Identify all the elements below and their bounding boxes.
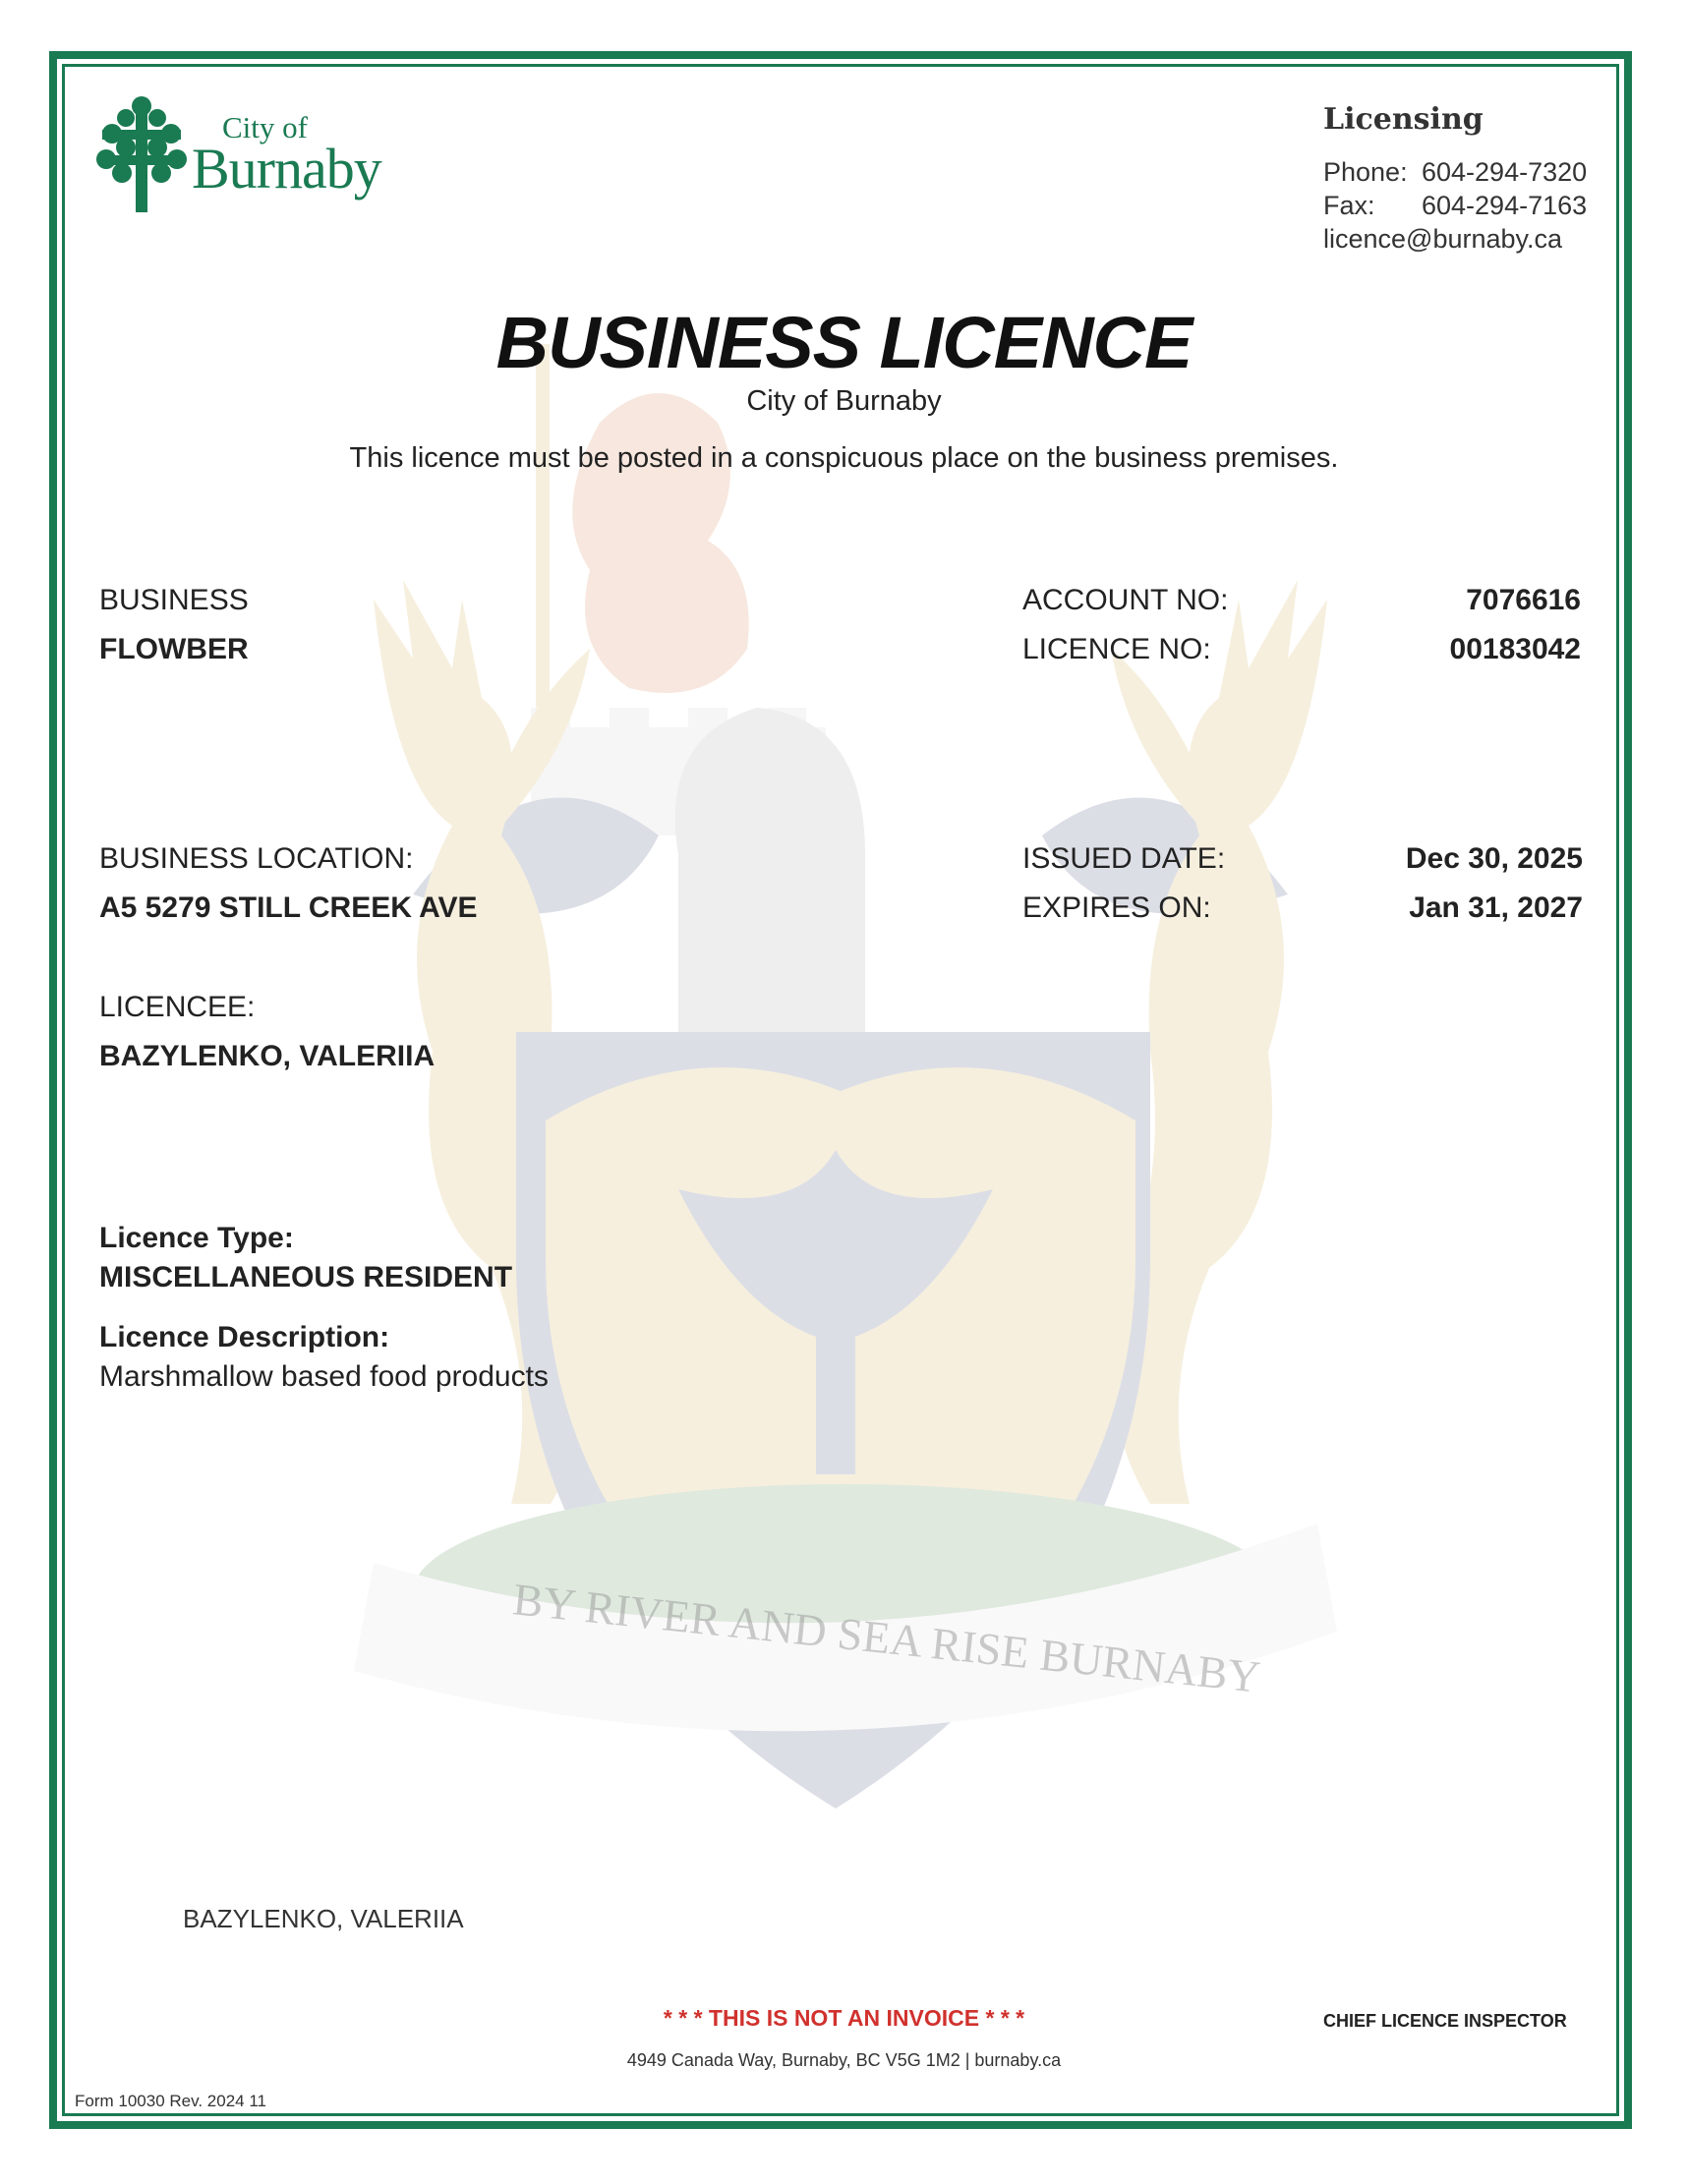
business-label: BUSINESS [99, 584, 249, 616]
licensing-heading: Licensing [1323, 102, 1484, 137]
phone-label: Phone: [1323, 157, 1408, 187]
account-no-label: ACCOUNT NO: [1022, 584, 1229, 616]
fax-line [1323, 191, 1587, 221]
posting-notice: This licence must be posted in a conspicuous place on the business premises. [349, 442, 1339, 474]
crest-motto: BY RIVER AND SEA RISE BURNABY [510, 1574, 1263, 1702]
page-subtitle: City of Burnaby [746, 385, 942, 417]
business-location-value: A5 5279 STILL CREEK AVE [99, 891, 478, 924]
fax-number: 604-294-7163 [1422, 191, 1588, 220]
issued-date-value: Dec 30, 2025 [1405, 842, 1583, 875]
signature-name: BAZYLENKO, VALERIIA [183, 1904, 464, 1933]
business-name: FLOWBER [99, 633, 249, 665]
form-number: Form 10030 Rev. 2024 11 [75, 2092, 266, 2110]
email-address: licence@burnaby.ca [1323, 224, 1563, 254]
licence-type-value: MISCELLANEOUS RESIDENT [99, 1261, 513, 1293]
phone-number: 604-294-7320 [1422, 157, 1588, 187]
licence-no-label: LICENCE NO: [1022, 633, 1211, 665]
chief-licence-inspector: CHIEF LICENCE INSPECTOR [1323, 2011, 1567, 2031]
expires-on-value: Jan 31, 2027 [1409, 891, 1583, 924]
phone-line [1323, 157, 1587, 188]
licencee-label: LICENCEE: [99, 991, 256, 1023]
fax-label: Fax: [1323, 191, 1375, 220]
logo-city-text: City of [222, 110, 308, 144]
logo-burnaby-text: Burnaby [192, 137, 381, 201]
page-title: BUSINESS LICENCE [495, 302, 1193, 383]
expires-on-label: EXPIRES ON: [1022, 891, 1211, 924]
city-address: 4949 Canada Way, Burnaby, BC V5G 1M2 | burnaby.ca [626, 2050, 1062, 2070]
licencee-name: BAZYLENKO, VALERIIA [99, 1040, 436, 1072]
business-location-label: BUSINESS LOCATION: [99, 842, 414, 875]
licence-no-value: 00183042 [1449, 633, 1581, 665]
licence-description-value: Marshmallow based food products [99, 1360, 549, 1393]
issued-date-label: ISSUED DATE: [1022, 842, 1226, 875]
licence-description-label: Licence Description: [99, 1321, 390, 1353]
not-invoice-notice: * * * THIS IS NOT AN INVOICE * * * [663, 2005, 1025, 2031]
account-no-value: 7076616 [1466, 584, 1581, 616]
licence-type-label: Licence Type: [99, 1222, 294, 1254]
